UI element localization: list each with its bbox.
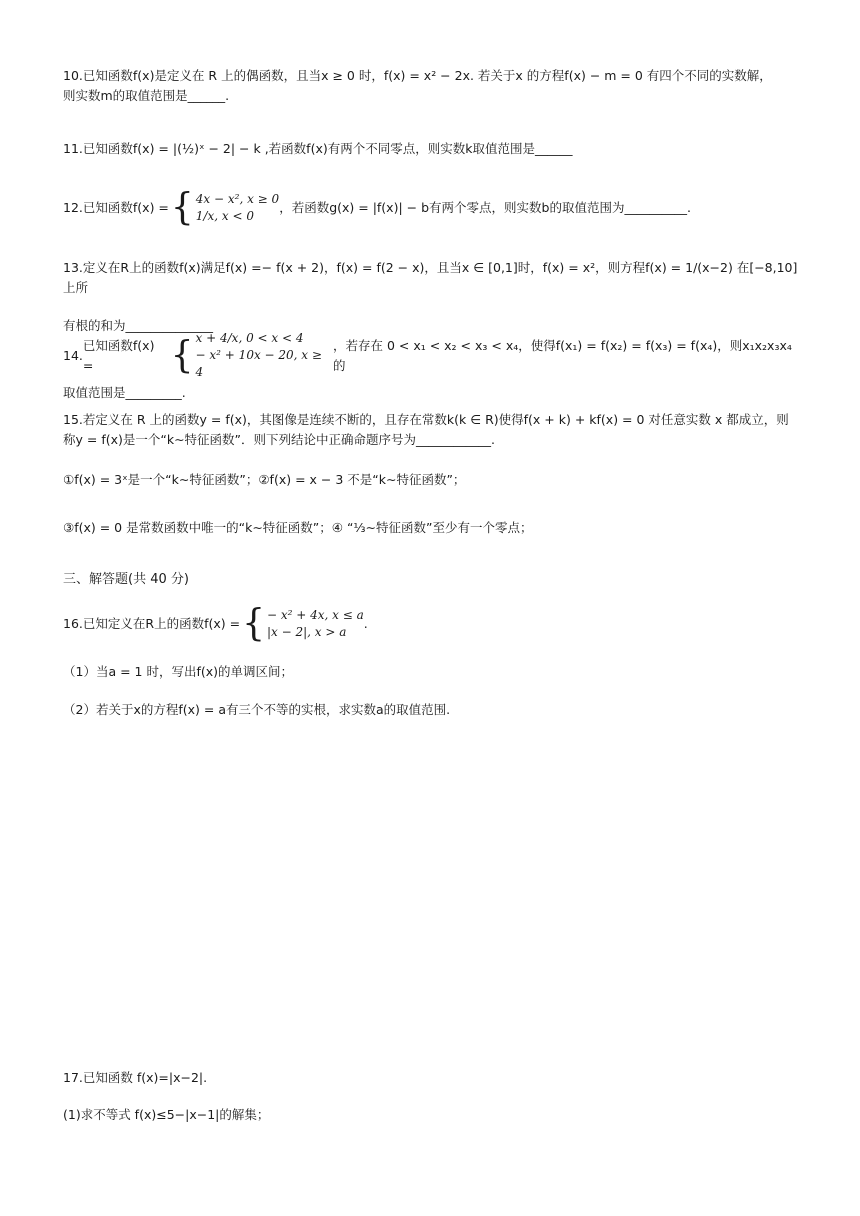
question-number: 14.	[63, 347, 83, 363]
question-15-line2: 称y = f(x)是一个“k∼特征函数”．则下列结论中正确命题序号为____________.	[63, 432, 496, 447]
question-13	[63, 258, 803, 336]
brace-icon: {	[242, 601, 265, 645]
question-15	[63, 410, 803, 450]
question-number: 16.	[63, 616, 83, 631]
question-14-line2: 取值范围是_________.	[63, 385, 186, 400]
question-14-row	[63, 330, 803, 381]
question-15-line1	[63, 410, 803, 430]
case-2: − x² + 10x − 20, x ≥ 4	[195, 348, 322, 379]
question-16-part-1: （1）当a = 1 时，写出f(x)的单调区间；	[63, 664, 294, 679]
question-text: 已知函数 f(x)=|x−2|.	[82, 1070, 208, 1085]
piecewise-cases	[267, 607, 364, 641]
question-10	[63, 66, 803, 106]
case-1: x + 4/x, 0 < x < 4	[195, 331, 304, 345]
question-number: 12.	[63, 200, 83, 215]
question-12-row	[63, 185, 691, 229]
question-16-part-2: （2）若关于x的方程f(x) = a有三个不等的实根，求实数a的取值范围.	[63, 702, 451, 717]
question-10-line2: 则实数m的取值范围是______.	[63, 88, 230, 103]
question-15-options-3-4: ③f(x) = 0 是常数函数中唯一的“k∼特征函数”；④ “⅓∼特征函数”至少有一个零点；	[63, 520, 533, 535]
case-2: |x − 2|, x > a	[266, 625, 347, 639]
question-13-line2: 有根的和为______________	[63, 318, 214, 333]
question-text: 已知函数f(x) = |(½)ˣ − 2| − k ,若函数f(x)有两个不同零点，则实数k取值范围是______	[82, 141, 573, 156]
case-1: − x² + 4x, x ≤ a	[266, 608, 364, 622]
question-number: 17.	[63, 1070, 83, 1085]
case-1: 4x − x², x ≥ 0	[195, 192, 280, 206]
question-text-tail: ，若存在 0 < x₁ < x₂ < x₃ < x₄，使得f(x₁) = f(x₂) = f(x₃) = f(x₄)，则x₁x₂x₃x₄的	[332, 337, 792, 373]
question-text: 若定义在 R 上的函数y = f(x)，其图像是连续不断的，且存在常数k(k ∈ R)使得f(x + k) + kf(x) = 0 对任意实数 x 都成立，则	[82, 412, 789, 427]
question-14	[63, 330, 803, 403]
piecewise-cases	[196, 191, 279, 225]
question-17-part-1: (1)求不等式 f(x)≤5−|x−1|的解集；	[63, 1107, 270, 1122]
question-text: 已知函数f(x) =	[82, 337, 155, 373]
question-text: 已知函数f(x) =	[82, 200, 169, 215]
question-text: 已知函数f(x)是定义在 R 上的偶函数，且当x ≥ 0 时，f(x) = x² − 2x. 若关于x 的方程f(x) − m = 0 有四个不同的实数解，	[82, 68, 772, 83]
question-17	[63, 1068, 803, 1088]
question-text-tail: ，若函数g(x) = |f(x)| − b有两个零点，则实数b的取值范围为__________.	[279, 200, 691, 215]
brace-icon: {	[170, 185, 194, 229]
question-text-tail: .	[363, 616, 368, 631]
question-12	[63, 185, 803, 229]
question-number: 10.	[63, 68, 83, 83]
question-text: 定义在R上的函数f(x)满足f(x) =− f(x + 2)，f(x) = f(2 − x)，且当x ∈ [0,1]时，f(x) = x²，则方程f(x) = 1/(x−2) 在[−8,10]上所	[63, 260, 798, 295]
question-text: 已知定义在R上的函数f(x) =	[82, 616, 241, 631]
question-13-line1	[63, 258, 803, 298]
question-10-line1	[63, 66, 803, 86]
piecewise-cases	[196, 330, 333, 381]
brace-icon: {	[170, 333, 194, 377]
question-number: 11.	[63, 141, 83, 156]
question-15-options-1-2: ①f(x) = 3ˣ是一个“k∼特征函数”；②f(x) = x − 3 不是“k∼特征函数”；	[63, 472, 466, 487]
section-heading: 三、解答题(共 40 分)	[63, 572, 189, 587]
case-2: 1/x, x < 0	[195, 209, 254, 223]
question-16-row	[63, 601, 368, 645]
question-11	[63, 139, 803, 159]
question-16	[63, 601, 803, 645]
question-number: 13.	[63, 260, 83, 275]
question-number: 15.	[63, 412, 83, 427]
